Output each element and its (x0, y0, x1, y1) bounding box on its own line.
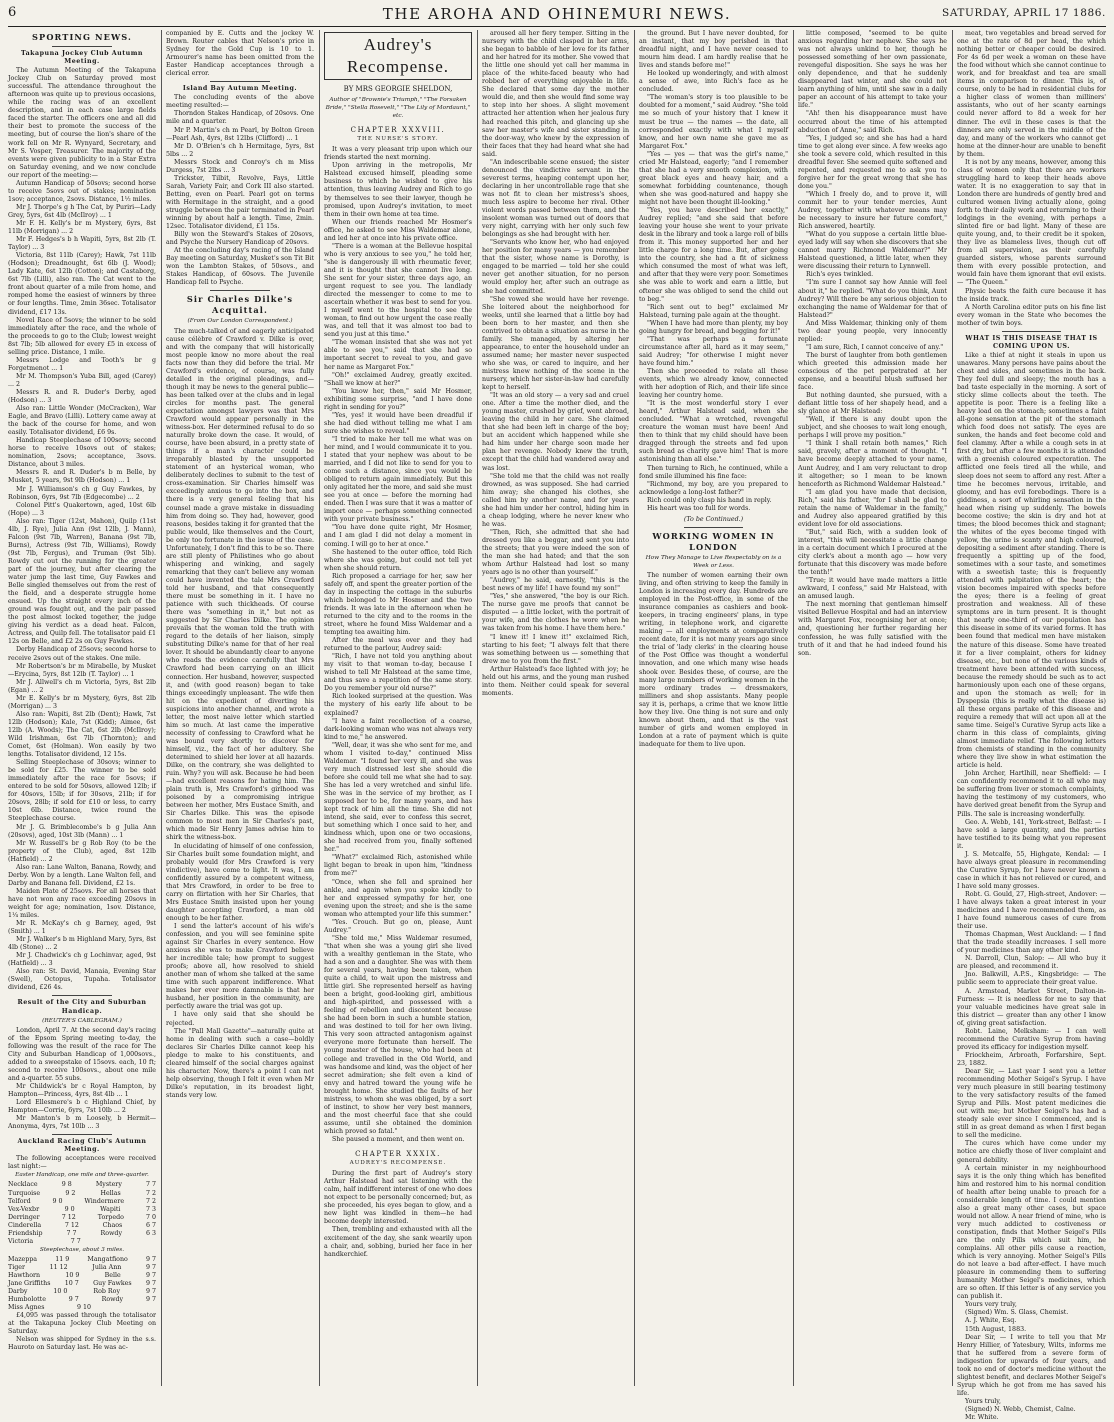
story-paragraph: "True; it would have made matters a little awkward, I confess," said Mr Halstead, with an amused laugh. (798, 577, 947, 601)
race-result: Messrs Lodge and Tooth's br g Forgetmenot ... 1 (8, 356, 156, 372)
race-result: Mr E. Kelly's br m Mystery, 6yrs, 8st 2lb (Morrigan) ... 3 (8, 694, 156, 710)
race-result: Also ran: Little Wonder (McCracken), War Eagle, and Bravo (Lilli). Lottery came away at the back of the course for home, and won easily. Totalisator dividend, £6 9s. (8, 405, 156, 437)
race-result: Autumn Handicap of 50sovs; second horse to receive 5sovs out of stakes; nomination 1sov; acceptance, 2sovs. Distance, 1½ miles. (8, 179, 156, 203)
horse-name: Mystery (95, 1181, 122, 1189)
acceptance-row (8, 1296, 156, 1304)
page-number: 6 (8, 5, 17, 20)
race-result: Colonel Pitt's Quakertown, aged, 10st 6lb (Hope) ... 3 (8, 501, 156, 517)
story-paragraph: "I knew it! I knew it!" exclaimed Rich, starting to his feet; "I always felt that there was something between us — something that drew me to you from the first." (482, 633, 629, 665)
story-paragraph: "She told me that the child was not really drowned, as was supposed. She had carried him away; she changed his clothes, she called him by another name, and for years she had him under her control, hiding him in a cheap lodging, where he never knew who he was. (482, 472, 629, 528)
acceptance-row (8, 1280, 156, 1288)
acceptance-row (8, 1230, 156, 1238)
story-paragraph: "The woman insisted that she was not yet able to see you," said that she had so important secret to reveal to you, and gave her name as Margaret Fox." (324, 339, 472, 371)
acceptance-row (8, 1206, 156, 1214)
article-paragraph: Physic beats the faith cure because it has the inside track. (957, 287, 1106, 303)
horse-name: Rowdy (100, 1229, 123, 1237)
horse-name: Wapiti (100, 1205, 121, 1213)
story-paragraph: aroused all her fiery temper. Sitting in the nursery with the child clasped in her arms, she began to babble of her love for its father and her hatred for its mother. She vowed that the little one should yet call her mamma in place of the white-faced beauty who had robbed her of everything enjoyable in life. She declared that some day the mother would die, and then she would find some way to step into her shoes. A slight movement attracted her attention when her jealous fury had reached this pitch, and glancing up she saw her master's wife and sister standing in the door-way, who knew by the expression of their faces that they had heard what she had said. (482, 30, 629, 158)
sporting-news-heading: SPORTING NEWS. (32, 32, 132, 42)
acceptance-row (8, 1198, 156, 1206)
story-paragraph: She hastened to the outer office, told Rich where she was going, but could not tell yet when she should return. (324, 548, 472, 572)
story-paragraph: And Miss Waldemar, thinking only of them two dear young people, very innocently replied: (798, 319, 947, 343)
column-rule (793, 30, 794, 1386)
article-paragraph: A North Carolina editor puts on his fine list every woman in the State who becomes the mother of twin boys. (957, 303, 1106, 327)
horse-name: Vex-Vexbr (8, 1205, 40, 1213)
story-paragraph: "Well, dear, it was she who sent for me, and whom I visited to-day," continued Miss Waldemar. "I found her very ill, and she was very much distressed lest she should die before she could tell me what she had to say. She has led a very wretched and sinful life. She was in the service of my brother, as I supposed her to be, for many years, and has kept track of him all the time. She did not intend, she said, ever to confess this secret, but something which I once said to her, and kindness which, upon one or two occasions, she had received from you, finally softened her." (324, 741, 472, 854)
horse-name: Jane Griffiths (8, 1280, 51, 1288)
story-paragraph: "Yes, you have described her exactly," Audrey replied; "and she said that before leaving your house she went to your private desk in the library and took a large roll of bills from it. This money supported her and her little charge for a long time. But, after going into the country, she had a fit of sickness which consumed the most of what was left, and after that they were very poor. Sometimes she was able to work and earn a little, but oftener she was obliged to send the child out to beg." (639, 207, 788, 303)
horse-weight: 7 7 (66, 1229, 77, 1237)
horse-name: Darby (8, 1288, 28, 1296)
article-paragraph: I have only said that she should be rejected. (166, 1011, 314, 1027)
race-result: Also ran: St. David, Manaia, Evening Star (Swell), Octopus, Tupaha. Totalisator dividend, £26 4s. (8, 968, 156, 992)
horse-weight: 11 9 (55, 1255, 70, 1263)
separator (210, 290, 269, 291)
story-paragraph: "She told me," Miss Waldemar resumed, "that when she was a young girl she lived with a wealthy gentleman in the State, who had a son and a daughter. She was with them for several years, having been taken, when quite a child, to wait upon the mistress and little girl. She represented herself as having been a bright, good-looking girl, ambitious and high-spirited, and possessed with a feeling of rebellion and discontent because she had been born in such a humble station, and was destined to toil for her own living. This very soon attracted antagonism against everyone more fortunate than herself. The young master of the house, who had been at college and travelled in the Old World, and was handsome and kind, was the object of her secret admiration; she felt even a kind of envy and hatred toward the young wife he brought home. She studied the faults of her mistress, to whom she was obliged, by a sort of instinct, to show her very best manners, and the most cheerful face that she could assume, until she obtained the dominion which proved so fatal." (324, 934, 472, 1135)
serial-title: Audrey's Recompense. (324, 32, 472, 80)
column-4 (482, 30, 629, 1388)
race-result: Mr M. Thompson's Yuba Bill, aged (Carey) ... 2 (8, 372, 156, 388)
city-suburban-results (8, 1083, 156, 1131)
story-paragraph: "Yes, yes! it would have been dreadful if she had died without telling me what I am sure she wishes to reveal." (324, 411, 472, 435)
story-paragraph: "You have done quite right, Mr Hosmer, and I am glad I did not delay a moment in coming. I will go to her at once." (324, 524, 472, 548)
horse-name: Hawthorn (8, 1271, 41, 1279)
story-paragraph: "Servants who know her, who had enjoyed her position for many years — you remember that the sister, whose name is Dorothy, is engaged to be married — told her she could never get another situation, for no person would employ her, after such an outrage as she had committed. (482, 239, 629, 295)
race-result: Victoria, 8st 11lb (Carey); Hawk, 7st 11lb (Hodson); Dreadnought, 6st 6lb (J. Wood); Lady Kate, 6st 12lb (Cotton); and Castaborg, 6st 7lb (Lilli), also ran. The Cat went to the front about quarter of a mile from home, and romped home the easiest of winners by three or four lengths. Time, 2min 36sec. Totalisator dividend, £17 13s. (8, 252, 156, 316)
horse-weight: 10 9 (65, 1271, 80, 1279)
story-paragraph: "I have a faint recollection of a coarse, dark-looking woman who was not always very kind to me," he answered. (324, 717, 472, 741)
column-6 (798, 30, 947, 1388)
working-women-continued (957, 30, 1106, 328)
testimonial-paragraph: Mr. White. (965, 1414, 999, 1422)
horse-weight: 9 7 (68, 1296, 79, 1304)
author-works: Author of "Brownie's Triumph," "The Forsaken Bride," "Stella Rosevelt," "The Lily of Mordaunt," etc. (325, 97, 471, 120)
city-suburban-source: (REUTER'S CABLEGRAM.) (42, 1017, 122, 1024)
article-paragraph: In elucidating of himself of one confession, Sir Charles built some foundation might, and probably would (for Mrs Crawford is very vindictive), have come to light. It was, I am confidently assured by a competent witness, that Mrs Crawford, in order to be free to carry on flirtation with her Sir Charles, that Mrs Eustace Smith insisted upon her young daughter accepting Crawford, a man old enough to be her father. (166, 842, 314, 922)
story-paragraph: "Oh!" exclaimed Audrey, greatly excited. "Shall we know at her?" (324, 371, 472, 387)
acceptance-row (8, 1256, 156, 1264)
horse-name: Rowdy (101, 1296, 124, 1304)
race-result: Mr Manton's b m Loosely, b Hermit—Anonyma, 4yrs, 7st 10lb ... 3 (8, 1115, 156, 1131)
story-paragraph: "There is a woman at the Bellevue hospital who is very anxious to see you," he told her, "she is dangerously ill with rheumatic fever, and it is thought that she cannot live long. She sent for your sister, three days ago, an urgent request to see you. The landlady directed the messenger to come to me to ascertain whether it was best to send for you. I myself went to the hospital to see the woman, to find out how urgent the case really was, and tell that it was almost too bad to send you just at this time." (324, 242, 472, 339)
serial-continuation (482, 30, 629, 698)
horse-weight: 7 2 (145, 1189, 156, 1197)
island-bay-text: The concluding events of the above meeting resulted:— (166, 94, 314, 110)
separator (684, 527, 744, 528)
race-result: Thorndon Stakes Handicap, of 20sovs. One mile and a quarter. (166, 110, 314, 126)
auckland-text: The following acceptances were received last night:— (8, 1155, 156, 1171)
story-paragraph: "What do you suppose a certain little blue-eyed lady will say when she discovers that she cannot marry Richmond Waldemar?" Mr Halstead questioned, a little later, when they were discussing their return to Lynnwell. (798, 231, 947, 271)
race-result: Messrs Stock and Conroy's ch m Miss Durgess, 7st 2lbs ... 3 (166, 158, 314, 174)
story-paragraph: "She vowed she would have her revenge. She loitered about the neighborhood for weeks, until she learned that a little boy had been born to her master, and then she contrived to obtain a situation as nurse in the family. She managed, by altering her appearance, to enter the household under an assumed name; her master never suspected who she was, or cared to inquire, and her mistress knew nothing of the scene in the nursery, which her sister-in-law had carefully kept to herself. (482, 295, 629, 392)
horse-name: Turquoise (8, 1189, 41, 1197)
chapter-heading: CHAPTER XXXVIII. (350, 126, 446, 135)
horse-weight: 9 7 (145, 1271, 156, 1279)
testimonial-paragraph: 15th August, 1883. (965, 1325, 1027, 1333)
horse-name: Miss Agnes (8, 1304, 45, 1312)
testimonial-paragraph: N. Darroll, Clun, Salop: — All who buy it are pleased, and recommend it. (957, 955, 1106, 971)
testimonial-paragraph: A. Armstead, Market Street, Dalton-in-Furness: — It is needless for me to say that your valuable medicines have great sale in this district — greater than any other I know of, giving great satisfaction. (957, 987, 1106, 1027)
race-result: Mr Childwick's br c Royal Hampton, by Hampton—Princess, 4yrs, 8st 4lb ... 1 (8, 1082, 156, 1098)
testimonial-paragraph: Dear Sir, — I write to tell you that Mr Henry Hillier, of Yatesbury, Wilts, informs me that he suffered from a severe form of indigestion for upwards of four years, and took no end of doctor's medicine without the slightest benefit, and declares Mother Seigel's Syrup which he got from me has saved his life. (957, 1333, 1106, 1397)
chapter-subtitle-2: AUDREY'S RECOMPENSE. (349, 1160, 447, 1167)
story-paragraph: "I tried to make her tell me what was on her mind, and I would communicate it to you. I stated that your nephew was about to be married, and I did not like to send for you to come such a distance, since you would be obliged to return again immediately. But this only agitated her the more, and said she must see you at once — before the morning had ended. Then I was sure that it was a matter of import once — perhaps something connected with your private business." (324, 435, 472, 524)
article-paragraph: meat, two vegetables and bread served for one at the rate of 8d per head, the which nothing better or cheaper could be desired. For 4s 6d per week a woman on these have the food without which she cannot continue to work, and for breakfast and tea are small items in comparison to dinner. This is, of course, only to be had in residential clubs for a higher class of women than milliners' assistants, who out of her scanty earnings could never afford to 8d a week for her dinner. The evil in these cases is that the dinners are only served in the middle of the day, and many of the workers who cannot get home at the dinner-hour are unable to benefit by them. (957, 30, 1106, 158)
column-5 (639, 30, 788, 1388)
story-paragraph: "Then, Rich, she admitted that she had dressed you like a beggar, and sent you into the streets; that you were indeed the son of the man she had hated; and that the son whom Arthur Halstead had lost so many years ago is no other than yourself." (482, 528, 629, 577)
story-paragraph: "But," said Rich, with a sudden look of interest, "this will necessitate a little change in a certain document which I procured at the city clerk's about a month ago — how very fortunate that this discovery was made before the tenth!" (798, 528, 947, 577)
story-paragraph: Rich could only clasp his hand in reply. (647, 496, 772, 504)
horse-name: Guy Fawkes (93, 1280, 132, 1288)
horse-weight: 10 7 (64, 1280, 79, 1288)
disease-heading: WHAT IS THIS DISEASE THAT IS COMING UPON US. (965, 334, 1098, 350)
testimonial-paragraph: Dear Sir, — Last year I sent you a letter recommending Mother Seigel's Syrup. I have very much pleasure in still bearing testimony to the very satisfactory results of the famed Syrup and Pills. Most patent medicines die out with me; but Mother Seigel's has had a steady sale ever since I commenced, and is still in as great demand as when I first began to sell the medicine. (957, 1068, 1106, 1140)
city-suburban-text: London, April 7. At the second day's racing of the Epsom Spring meeting to-day, the following was the result of the race for The City and Suburban Handicap of 1,000sovs., added to a sweepstake of 15sovs. each, 10 ft; second to receive 100sovs., about one mile and a-quarter. 55 subs. (8, 1026, 156, 1082)
horse-weight: 9 2 (65, 1189, 76, 1197)
horse-weight: 7 2 (145, 1197, 156, 1205)
story-paragraph: Rich proposed a carriage for her, saw her safely off, and spent the greater portion of the day in inspecting the cottage in the suburbs which belonged to Mr Hosmer and the two friends. It was late in the afternoon when he returned to the city and to the rooms in the street, where he found Miss Waldemar and a tempting tea awaiting him. (324, 572, 472, 637)
story-paragraph: He looked up wonderingly, and with almost a sense of awe, into Rich's face as he concluded. (639, 70, 788, 94)
race-result: Also ran: Lane Walton, Banana, Rowdy, and Derby. Won by a length. Lane Walton fell, and Darby and Banana fell. Dividend, £2 1s. (8, 863, 156, 887)
column-7 (957, 30, 1106, 1422)
race-result: Trickster, Tilbit, Revolve, Fays, Little Sarah, Variety Fair, and Cork III also started. Betting, even on Pearl. Pearl got on terms with Hermitage in the straight, and a good struggle between the pair terminated in Pearl winning by about half a length. Time, 2min. 12sec. Totalisator dividend, £1 15s. (166, 174, 314, 231)
horse-name: Tiger (8, 1263, 25, 1271)
island-bay-results (166, 110, 314, 287)
story-paragraph: "Yes — yes — that was the girl's name," cried Mr Halstead, eagerly; "and I remember that she had a very smooth complexion, with great black eyes and heavy hair, and a somewhat forbidding countenance, though when she was good-natured and happy she might not have been thought ill-looking." (639, 150, 788, 206)
horse-weight: 11 12 (49, 1263, 68, 1271)
article-paragraph: The much-talked of and eagerly anticipated cause célèbre of Crawford v. Dilke is over, and with the company that will historically most people know no more about the real facts now than they did before the trial. Mr Crawford's evidence, of course, was fully detailed in the original pleadings, and—though it may be news to the general public—has been talked over at the clubs and in legal circles for months past. The general expectation amongst lawyers was that Mrs Crawford would appear personally in the witness-box. Her determined refusal to do so naturally broke down the case. It would, of course, have been absurd, in a pretty state of things if a man's character could be irreparably blasted by the unsupported statement of an hysterical woman, who deliberately declines to submit to the test of cross-examination. Sir Charles himself was exceedingly anxious to go into the box, and there is a very general feeling that his counsel made a grave mistake in dissuading him from doing so. They had, however, good reasons, besides taking it for granted that the public would, like themselves and the Court, be only too fortunate in the issue of the case. Unfortunately, I don't find this to be so. There are still plenty of Philistines who go about whispering and winking, and sagely remarking that they can't believe any woman could have invented the tale Mrs Crawford told her husband, and that consequently there must be something in it. I have no patience with such thickheads. Of course there was "something in it," but not as suggested by Sir Charles Dilke. The opinion prevails that the woman told the truth with regard to the details of her liaison, simply substituting Dilke's name for that of her real lover. It should be abundantly clear to anyone who reads the evidence carefully that Mrs Crawford had been carrying on an illicit connection. Her husband, however, suspected it, and (with good reason) began to take things exceedingly unpleasant. The wife then hit on the expedient of diverting his suspicions into another channel, and wrote a letter, the most naive letter which startled him so much. At last came the imperative necessity of confessing to Crawford what he was bound very shortly to discover for himself, viz., the fact of her adultery. She determined to shield her lover at all hazards. Dilke, on the contrary, she was delighted to ruin. Why? you will ask. Because he had been—had excellent reasons for hating him. The plain truth is, Mrs Crawford's girlhood was poisoned by a compromising intrigue between her mother, Mrs Eustace Smith, and Sir Charles Dilke. This was the episode common to most men in Sir Charles's past, which made Sir Henry James advise him to shirk the witness-box. (166, 327, 314, 842)
horse-name: Necklace (8, 1181, 38, 1189)
race-result: Messrs R. and R. Duder's Derby, aged (Hodson) ... 3 (8, 388, 156, 405)
working-women-text: The number of women earning their own living, and often striving to keep the family in London is increasing every day. Hundreds are employed in the Post-office, in some of the insurance companies as cashiers and book-keepers, in tracing engineers' plans, in type writing, in telephone work, and cigarette making — all employments at comparatively recent date, for it is not many years ago since the trial of 'lady clerks' in the clearing house of the Post Office was thought a wonderful innovation, and one which many wise heads shook over. Besides these, of course, are the many large numbers of working women in the more ordinary trades — dressmakers, milliners and shop assistants. Many people say it is, perhaps, a crime that we know little how they live. One thing is not sure and only known about them, and that is the vast number of girls and women employed in London at a rate of payment which is quite inadequate for them to live upon. (639, 571, 788, 748)
story-paragraph: "When I have had more than plenty, my boy going hungry for bread, and begging for it!" (639, 319, 788, 335)
story-paragraph: Then turning to Rich, he continued, while a fond smile illumined his fine face: (639, 464, 788, 480)
story-paragraph: Rich's eyes twinkled. (806, 271, 874, 279)
city-suburban-heading: Result of the City and Suburban Handicap. (17, 999, 147, 1015)
horse-name: Rob Roy (93, 1288, 120, 1296)
horse-weight: 6 3 (145, 1229, 156, 1237)
story-paragraph: After the meal was over and they had returned to the parlour, Audrey said: (324, 637, 472, 653)
story-paragraph: "Once, when she fell and sprained her ankle, and again when you spoke kindly to her and expressed sympathy for her, one evening upon the street; and she is the same woman who attempted your life this summer." (324, 878, 472, 918)
acceptance-row (8, 1238, 156, 1246)
horse-weight: 9 7 (145, 1255, 156, 1263)
race-result: Mr J. G. Brimblecombe's b g Julia Ann (20sovs), aged, 10st 3lb (Mann) ... 1 (8, 823, 156, 839)
story-paragraph: "I'm sure I cannot say how Annie will feel about it," he replied. "What do you think, Aunt Audrey? Will there be any serious objection to exchanging the name of Waldemar for that of Halstead?" (798, 279, 947, 319)
horse-name: Mazeppa (8, 1255, 38, 1263)
race-result: Mr D. O'Brien's ch h Hermitage, 5yrs, 8st 5lbs ... 2 (166, 142, 314, 158)
horse-weight: 9 7 (145, 1288, 156, 1296)
serial-text-2 (324, 1170, 472, 1259)
horse-name: Cinderella (8, 1221, 42, 1229)
author-byline: BY MRS GEORGIE SHELDON, (343, 85, 453, 93)
story-paragraph: It was a very pleasant trip upon which our friends started the next morning. (324, 146, 472, 162)
separator (52, 1134, 111, 1135)
story-paragraph: "Rich sent out to beg!" exclaimed Mr Halstead, turning pale again at the thought. (639, 303, 788, 319)
story-paragraph: The next morning that gentleman himself visited Bellevue Hospital and had an interview with Margaret Fox, recognising her at once; and, questioning her further regarding her confession, he was fully satisfied with the truth of it and that he had indeed found his son. (798, 601, 947, 657)
story-paragraph: Upon arriving in the metropolis, Mr Halstead excused himself, pleading some business to which he wished to give his attention, thus leaving Audrey and Rich to go by themselves to see their lawyer, though he promised, upon Audrey's invitation, to meet them in their own home at tea time. (324, 162, 472, 218)
race-result: Mr J. Chadwick's ch g Lochinvar, aged, 9st (Hatfield) ... 3 (8, 952, 156, 968)
testimonial-paragraph: Robt. G. Gould, 27, High-street, Andover: — I have always taken a great interest in your medicines and I have recommended them, as I have found numerous cases of cure from their use. (957, 890, 1106, 931)
testimonial-paragraph: Geo. A. Webb, 141, York-street, Belfast: — I have sold a large quantity, and the parties have testified to its being what you represent it. (957, 818, 1106, 850)
story-paragraph: But nothing daunted, she pursued, with a defiant little toss of her shapely head, and a sly glance at Mr Halstead: (798, 392, 947, 416)
column-rule (477, 30, 478, 1386)
horse-name: Torpedo (97, 1213, 124, 1221)
takapuna-results (8, 180, 156, 993)
horse-weight: 9 0 (64, 1205, 75, 1213)
island-bay-heading: Island Bay Autumn Meeting. (182, 85, 298, 93)
race-result: Mr J. Thorpe's g h The Cat, by Puriri—Lady Grey, 5yrs, 6st 4lb (McIlroy) ... 1 (8, 203, 156, 219)
horse-name: Chaos (102, 1221, 123, 1229)
column-rule (634, 30, 635, 1386)
race-result: Mr J. Allwell's ch m Victoria, 5yrs, 8st 2lb (Egan) ... 2 (8, 678, 156, 694)
auckland-heading: Auckland Racing Club's Autumn Meeting. (17, 1138, 147, 1154)
acceptance-row (8, 1214, 156, 1222)
dilke-heading: Sir Charles Dilke's Acquittal. (186, 294, 294, 316)
separator (1002, 331, 1062, 332)
column-3 (324, 30, 472, 1388)
horse-weight: 7 0 (145, 1213, 156, 1221)
testimonial-paragraph: John Archer, Hartlhill, near Sheffield: — I can confidently recommend it to all who may be suffering from liver or stomach complaints, having the testimony of my customers, who have derived great benefit from the Syrup and Pills. The sale is increasing wonderfully. (957, 770, 1106, 818)
story-paragraph: "I am glad you have made that decision, Rich," said his father, "for I shall be glad to retain the name of Waldemar in the family," and Audrey also appeared gratified by this evident love for old associations. (798, 488, 947, 528)
story-paragraph: "Richmond, my boy, are you prepared to acknowledge a long-lost father?" (639, 480, 788, 496)
acceptance-row (8, 1272, 156, 1280)
story-paragraph: During the first part of Audrey's story Arthur Halstead had sat listening with the calm, half indifferent interest of one who does not expect to be personally concerned; but, as she proceeded, his eyes began to glow, and a new light was kindled in them—he had become deeply interested. (324, 1170, 472, 1226)
race-result: Mr F. H. Kelly's br m Mystery, 6yrs, 8st 11lb (Morrigan) ... 2 (8, 219, 156, 236)
story-paragraph: "An indescribable scene ensued; the sister denounced the vindictive servant in the severest terms, heaping contempt upon her, declaring in her uncontrollable rage that she was not fit to clean her mistress's shoes, much less aspire to become her rival. Other violent words passed between them, and the insolent woman was turned out of doors that very night, carrying with her only such few belongings as she had brought with her. (482, 158, 629, 239)
acceptance-row (8, 1190, 156, 1198)
horse-name: Hellas (100, 1189, 121, 1197)
article-paragraph: I send the latter's account of his wife's confession, and you will see feminine spite against Sir Charles in every sentence. How anxious she was to make Crawford believe her incredible tale; how prompt to suggest proofs; above all, how resolved to shield another man of whom she talked at the same time with such apparent indifference. What makes her ever more damnable is that her husband, her position in the community, are perfectly aware the trial was got up. (166, 922, 314, 1011)
race-result: Mr J. Williamson's ch g Guy Fawkes, by Robinson, 6yrs, 9st 7lb (Edgecombe) ... 2 (8, 485, 156, 501)
race-result: Maiden Plate of 25sovs. For all horses that have not won any race exceeding 20sovs in weight for age; nomination, 1sov. Distance, 1¼ miles. (8, 887, 156, 920)
separator (52, 46, 111, 47)
race-result: Mr P. Martin's ch m Pearl, by Bolton Green—Pearl Ash, 4yrs, 8st 12lbs (Clifford) ... 1 (166, 126, 314, 142)
story-paragraph: "That was perhaps a fortunate circumstance after all, hard as it may seem," said Audrey; "for otherwise I might never have found him." (639, 335, 788, 367)
testimonial-paragraph: A certain minister in my neighbourhood says it is the only thing which has benefited him and restored him to his normal condition of health after being unable to preach for a considerable length of time. I could mention also a great many other cases, but space would not allow. A near friend of mine, who is very much addicted to costiveness or constipation, finds that Mother Seigel's Pills are the only Pills which suit him, he complains. All other pills cause a reaction, which is very annoying. Mother Seigel's Pills do not leave a bad after-effect. I have much pleasure in commending them to suffering humanity Mother Seigel's medicines, which are so often. If this letter is of any service you can publish it. (957, 1164, 1106, 1301)
horse-name: Friendship (8, 1229, 43, 1237)
horse-name: Derringer (8, 1213, 40, 1221)
testimonial-paragraph: J. S. Metcalfe, 55, Highgate, Kendal: — I have always great pleasure in recommending the Curative Syrup, for I have never known a case in which it has not relieved or cured, and I have sold many grosses. (957, 850, 1106, 890)
horse-name: Telford (8, 1197, 31, 1205)
story-paragraph: His heart was too full for words. (647, 504, 751, 512)
horse-name: Humbolotte (8, 1296, 46, 1304)
story-paragraph: "The woman's story is too plausible to be doubted for a moment," said Audrey. "She told me so much of your history that I knew it must be true — the names — the date, all corresponded exactly with what I myself know, and her own name she gave me as Margaret Fox." (639, 94, 788, 150)
story-paragraph: "You know her, then," said Mr Hosmer, exhibiting some surprise, "and I have done right in sending for you?" (324, 387, 472, 411)
testimonial-paragraph: A. J. White, Esq. (965, 1317, 1017, 1325)
acceptance-row (8, 1304, 156, 1312)
column-1 (8, 30, 156, 1388)
story-paragraph: Then, trembling and exhausted with all the excitement of the day, she sank wearily upon a chair, and, sobbing, buried her face in her handkerchief. (324, 1226, 472, 1258)
column-rule (319, 30, 320, 1386)
story-paragraph: "Well, if there is any doubt upon the subject, and she chooses to wait long enough, perhaps I will prove my position." (798, 416, 947, 440)
story-paragraph: Rich looked surprised at the question. Was the mystery of his early life about to be explained? (324, 693, 472, 717)
article-paragraph: It is not by any means, however, among this class of women only that there are workers struggling hard to keep their heads above water. It is no exaggeration to say that in London there are hundreds of gently bred and cultured women living actually alone, going forth to their daily work and returning to their lodgings in the evening, with perhaps a slinted fire or bad light. Many of these are quite young, and, to their credit be it spoken, they live as blameless lives, though cut off from all supervision, as their carefully guarded sisters, whose parents surround them with every possible protection, and would fain have them ignorant that evil exists. — "The Queen." (957, 158, 1106, 287)
acceptance-row (8, 1288, 156, 1296)
totalisator-note: £4,095 was passed through the totalisator at the Takapuna Jockey Club Meeting on Saturday. (8, 1312, 156, 1336)
horse-weight: 6 7 (145, 1221, 156, 1229)
race-result: Billy won the Steward's Stakes of 20sovs, and Psyche the Nursery Handicap of 20sovs. (166, 231, 314, 247)
story-paragraph: "Yes. Crouch. But go on, please, Aunt Audrey." (324, 918, 472, 934)
story-paragraph: "Ah! then his disappearance must have occurred about the time of his attempted abduction of Anne," said Rich. (798, 110, 947, 134)
testimonial-paragraph: Thomas Chapman, West Auckland: — I find that the trade steadily increases. I sell more of your medicines than any other kind. (957, 931, 1106, 955)
to-be-continued: (To be Continued.) (683, 515, 744, 523)
race-result: Also ran: Tiger (12st, Mahon), Quilp (11st 4lb, J. Rye), Julia Ann (9st 12lb, J. Mann), Falcon (9st 7lb, Warren), Banana (9st 7lb, Burns), Actress (9st 7lb, Williams), Rowdy (9st 7lb, Fergus), and Truman (9st 5lb). Rowdy cut out the running for the greater part of the journey, but after clearing the water jump the last time, Guy Fawkes and Belle singled themselves out from the rest of the field, and a desperate struggle home ensued. Up the straight every inch of the ground was fought out, and the pair passed the post almost locked together, the judge giving his verdict as a dead heat. Falcon, Actress, and Quilp fell. The totalisator paid £1 12s on Belle, and £2 2s on Guy Fawkes. (8, 517, 156, 646)
horse-name: Julia Ann (92, 1263, 122, 1271)
race-result: Messrs R. and R. Duder's b m Belle, by Musket, 5 years, 9st 9lb (Hodson) ... 1 (8, 469, 156, 485)
serial-text (324, 146, 472, 1144)
race-result: Mr F. Hedges's b h Wapiti, 5yrs, 8st 2lb (T. Taylor) ... 3 (8, 236, 156, 252)
steeplechase-heading: Steeplechase, about 3 miles. (39, 1246, 125, 1253)
race-result: Derby Handicap of 25sovs; second horse to receive 2sovs out of the stakes. One mile. (8, 646, 156, 662)
race-result: Selling Steeplechase of 30sovs; winner to be sold for £25. The winner to be sold immediately after the race for 5sovs; if entered to be sold for 50sovs, allowed 12lb; if for 40sovs, 15lb; if for 30sovs, 21lb; if for 20sovs, 28lb; if sold for £10 or less, to carry 10st 6lb. Distance, twice round the Steeplechase course. (8, 759, 156, 823)
acceptance-row (8, 1181, 156, 1189)
horse-name: Mangatfiono (87, 1255, 128, 1263)
testimonial-paragraph: Yours truly, (965, 1397, 1002, 1405)
race-result: Novel Race of 5sovs; the winner to be sold immediately after the race, and the whole of the proceeds to go to the Club; lowest weight 8st 7lb; 5lb allowed for every £5 in excess of selling price. Distance, 1 mile. (8, 316, 156, 356)
race-result: Lord Ellesmere's b c Highland Chief, by Hampton—Corrie, 6yrs, 7st 10lb ... 2 (8, 1099, 156, 1115)
nelson-continued: companied by E. Cutts and the jockey W. Brown. Reuter cables that Nelson's price in Sydney for the Gold Cup is 10 to 1. Armourer's name has been omitted from the Easter Handicap acceptances through a clerical error. (166, 30, 314, 78)
horse-name: Windermere (84, 1197, 125, 1205)
column-rule (952, 30, 953, 1386)
testimonial-paragraph: (Signed) N. Webb, Chemist, Calne. (965, 1405, 1076, 1413)
testimonial-paragraph: Friockheim, Arbroath, Forfarshire, Sept. 23, 1882. (957, 1051, 1106, 1067)
takapuna-heading: Takapuna Jockey Club Autumn Meeting. (21, 50, 143, 66)
acceptance-row (8, 1222, 156, 1230)
race-result: At the concluding day's racing of the Island Bay meeting on Saturday, Musket's son Tit Bit won the Lambton Stakes, of 50sovs., and Stakes Handicap, of 60sovs. The Juvenile Handicap fell to Psyche. (166, 247, 314, 287)
story-paragraph: "I am sure, Rich, I cannot conceive of any." (806, 343, 944, 351)
story-paragraph: "It was an old story — a very sad and cruel one. After a time the mother died, and the young master, crushed by grief, went abroad, leaving the child in her care. She claimed that she had been left in charge of the boy; but an accident which happened while she had him under her charge soon made her plan her revenge. Nobody knew the truth, except that the child had wandered away and was lost. (482, 392, 629, 472)
separator (52, 995, 111, 996)
story-paragraph: "Rich, I have not told you anything about my visit to that woman to-day, because I wished to tell Mr Halstead at the same time, and thus save a repetition of the same story. Do you remember your old nurse?" (324, 653, 472, 693)
horse-weight: 7 12 (61, 1213, 76, 1221)
horse-name: Belle (104, 1271, 121, 1279)
horse-weight: 7 3 (145, 1205, 156, 1213)
story-paragraph: little composed, "seemed to be quite anxious regarding her nephew. She says he was not always unkind to her, though he possessed something of her own passionate, revengeful disposition. She says he was her only dependence, and that he suddenly disappeared last winter, and she could not learn anything of him, until she saw in a daily paper an account of his attempt to take your life." (798, 30, 947, 110)
horse-name: Victoria (8, 1237, 34, 1245)
story-paragraph: "Which I freely do, and to prove it, will commit her to your tender mercies, Aunt Audrey, together with whatever means may be necessary to insure her future comfort," Rich answered, heartily. (798, 190, 947, 231)
serial-conclusion (798, 30, 947, 658)
horse-weight: 9 7 (145, 1280, 156, 1288)
newspaper-title: THE AROHA AND OHINEMURI NEWS. (382, 5, 732, 23)
steeplechase-acceptances (8, 1256, 156, 1312)
serial-continuation-2 (639, 30, 788, 513)
takapuna-text: The Autumn Meeting of the Takapuna Jockey Club on Saturday proved most successful. The attendance throughout the afternoon was quite up to previous occasions, while the racing was of an excellent description, and in each case large fields faced the starter. The officers one and all did their best to promote the success of the meeting, but of course the lion's share of the work fell on Mr R. Wynyard, Secretary, and Mr S. Vosper, Treasurer. The majority of the events were given publicity to in a Star Extra on Saturday evening, and we now conclude our report of the meeting:— (8, 67, 156, 179)
dilke-article (166, 328, 314, 1101)
race-result: Mr Robertson's br m Mirabelle, by Musket—Erycina, 5yrs, 8st 12lb (T. Taylor) ... 1 (8, 662, 156, 678)
horse-weight: 7 7 (70, 1237, 81, 1245)
story-paragraph: Then she proceeded to relate all these events, which we already know, connected with her adoption of Rich, and their life since leaving her country home. (639, 367, 788, 400)
race-result: Mr W. Russell's br g Rob Roy (to be the property of the Club), aged, 8st 12lb (Hatfield) ... 2 (8, 839, 156, 863)
story-paragraph: She paused a moment, and then went on. (332, 1136, 465, 1143)
chapter-subtitle: THE NURSE'S STORY. (357, 136, 439, 143)
story-paragraph: "Yes, I judged so; and she has had a hard time to get along ever since. A few weeks ago she took a severe cold, which resulted in this dreadful fever. She seemed quite softened and repented, and requested me to ask you to forgive her for the great wrong that she has done you." (798, 134, 947, 190)
acceptance-row (8, 1264, 156, 1272)
story-paragraph: "It is the most wonderful story I ever heard," Arthur Halstead said, when she concluded. "What a wretched, revengeful creature the woman must have been! And then to think that my child should have been dragged through the streets and fed upon such bread as charity gave him! That is more astonishing than all else." (639, 400, 788, 464)
dilke-source: (From Our London Correspondent.) (187, 318, 293, 325)
story-paragraph: "I think I shall retain both names," Rich said, gravely, after a moment of thought. "I have become deeply attached to your name, Aunt Audrey, and I am very reluctant to drop it altogether; so I mean to be known henceforth as Richmond Waldemar Halstead." (798, 440, 947, 488)
working-women-subheading: How They Manage to Live Respectably on is a Week or Less. (645, 554, 782, 569)
chapter-heading-2: CHAPTER XXXIX. (355, 1150, 441, 1159)
horse-weight: 9 7 (145, 1263, 156, 1271)
story-paragraph: the ground. But I have never doubted, for an instant, that my boy perished in that dreadful night, and I have never ceased to mourn him dead. I am hardly realise that he lives and stands before me!" (639, 30, 788, 70)
horse-weight: 9 7 (145, 1296, 156, 1304)
column-2 (166, 30, 314, 1388)
story-paragraph: When our friends reached Mr Hosmer's office, he asked to see Miss Waldemar alone, and led her at once into his private office. (324, 218, 472, 242)
race-result: Mr J. Walker's b m Highland Mary, 5yrs, 8st 4lb (Stone) ... 2 (8, 936, 156, 952)
horse-weight: 9 10 (77, 1304, 92, 1312)
article-paragraph: The "Pall Mall Gazette"—naturally quite at home in dealing with such a case—boldly declares Sir Charles Dilke cannot keep his pledge to make to his constituents, and cleared himself of the social charges against his character. Now, there's a point I can not help observing, though I felt it even when Mr Dilke's reputation, in its broadest light, stands very low. (166, 1027, 314, 1099)
horse-weight: 9 8 (61, 1181, 72, 1189)
testimonial-paragraph: Yours very truly, (965, 1301, 1017, 1309)
story-paragraph: "What?" exclaimed Rich, astonished while light began to break in upon him, "kindness from me?" (324, 854, 472, 878)
testimonial-paragraph: Jno. Balkwill, A.P.S., Kingsbridge: — The public seem to appreciate their great value. (957, 971, 1106, 987)
testimonial-paragraph: The cures which have come under my notice are chiefly those of liver complaint and general debility. (957, 1140, 1106, 1164)
column-rule (161, 30, 162, 1386)
race-result: Handicap Steeplechase of 100sovs; second horse to receive 10sovs out of stakes; nomination, 2sovs; acceptance, 3sovs. Distance, about 3 miles. (8, 437, 156, 469)
horse-weight: 10 0 (53, 1288, 68, 1296)
testimonial-paragraph: Robt. Laine, Melksham: — I can well recommend the Curative Syrup from having proved its efficacy for indigestion myself. (957, 1027, 1106, 1051)
horse-weight: 7 12 (64, 1221, 79, 1229)
race-result: Mr R. McKay's ch g Barney, aged, 9st (Smith) ... 1 (8, 920, 156, 936)
story-paragraph: "Yes," she answered, "the boy is our Rich. The nurse gave me proofs that cannot be disputed — a little locket, with the portrait of your wife, and the clothes he wore when he was taken from his home. I have them here." (482, 593, 629, 633)
story-paragraph: The burst of laughter from both gentlemen which greeted this admission made her conscious of the pet perpetrated at her expense, and a beautiful blush suffused her face. (798, 351, 947, 392)
horse-weight: 7 7 (145, 1181, 156, 1189)
issue-date: SATURDAY, APRIL 17 1886. (942, 7, 1106, 19)
story-paragraph: Arthur Halstead's face lighted with joy; he held out his arms, and the young man rushed into them. Neither could speak for several moments. (482, 665, 629, 697)
race-result: Also ran: Wapiti, 8st 2lb (Dent); Hawk, 7st 12lb (Hodson); Kale, 7st (Kidd); Aimee, 6st 12lb (A. Woods); The Cat, 6st 2lb (McIlroy); Wild Irishman, 6st 7lb (Thornton); and Comet, 6st (Holman). Won easily by two lengths. Totalisator dividend, 12 15s. (8, 710, 156, 759)
testimonial-letters (957, 770, 1106, 1422)
easter-handicap-heading: Easter Handicap, one mile and three-quarter. (15, 1172, 149, 1179)
working-women-heading: WORKING WOMEN IN LONDON (652, 530, 775, 552)
testimonial-paragraph: (Signed) Wm. S. Glass, Chemist. (965, 1309, 1069, 1317)
easter-acceptances (8, 1181, 156, 1245)
horse-weight: 9 0 (52, 1197, 63, 1205)
disease-text: Like a thief at night it steals in upon us unawares. Many persons have pains about the chest and sides, and sometimes in the back. They feel dull and sleepy; the mouth has a bad taste especially in the morning. A sort of sticky slime collects about the teeth. The appetite is poor. There is a feeling like a heavy load on the stomach; sometimes a faint all-gone sensation at the pit of the stomach which food does not satisfy. The eyes are sunken, the hands and feet become cold and feel clammy. After a while a cough sets in at first dry, but after a few months it is attended with a greenish coloured expectoration. The afflicted one feels tired all the while, and sleep does not seem to afford any rest. After a time he becomes nervous, irritable, and gloomy, and has evil forebodings. There is a giddiness, a sort of whirling sensation in the head when rising up suddenly. The bowels become costive; the skin is dry and hot at times; the blood becomes thick and stagnant; the whites of the eyes become tinged with yellow, the urine is scanty and high coloured, depositing a sediment after standing. There is frequently a spitting up of the food, sometimes with a sour taste, and sometimes with a sweetish taste; this is frequently attended with palpitation of the heart; the vision becomes impaired with specks before the eyes; there is a feeling of great prostration and weakness. All of these symptoms are in turn present. It is thought that nearly one-third of our population has this disease in some of its varied forms. It has been found that medical men have mistaken the nature of this disease. Some have treated it for a liver complaint, others for kidney disease, etc., but none of the various kinds of treatment have been attended with success, because the remedy should be such as to act harmoniously upon each one of these organs, and upon the stomach as well; for in Dyspepsia (this is really what the disease is) all these organs partake of this disease and require a remedy that will act upon all at the same time. Seigel's Curative Syrup acts like a charm in this class of complaints, giving almost immediate relief. The following letters from chemists of standing in the community where they live show in what estimation the article is held. (957, 351, 1106, 770)
story-paragraph: "Audrey," he said, earnestly, "this is the best news of my life! I have found my son!" (482, 577, 629, 593)
nelson-note: Nelson was shipped for Sydney in the s.s. Hauroto on Saturday last. He was ac- (8, 1336, 156, 1352)
masthead (8, 2, 1106, 27)
separator (210, 81, 269, 82)
